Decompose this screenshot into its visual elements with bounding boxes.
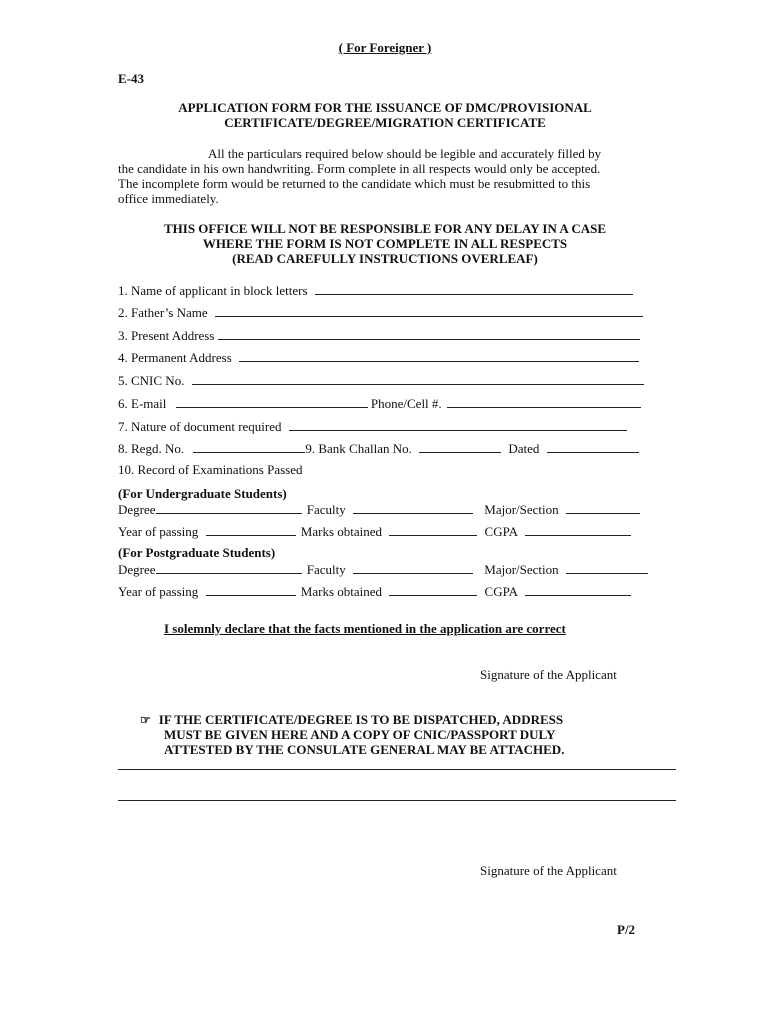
regd-no-input[interactable] bbox=[193, 440, 305, 453]
postgrad-faculty-input[interactable] bbox=[353, 561, 473, 574]
postgrad-row1 bbox=[118, 561, 648, 577]
undergrad-cgpa-input[interactable] bbox=[525, 523, 631, 536]
field-label: 7. Nature of document required bbox=[118, 419, 282, 434]
faculty-label: Faculty bbox=[306, 502, 346, 517]
field-nature-of-document bbox=[118, 418, 627, 434]
postgrad-cgpa-input[interactable] bbox=[525, 583, 631, 596]
marks-label: Marks obtained bbox=[300, 524, 383, 539]
major-label: Major/Section bbox=[484, 502, 559, 517]
field-record-of-exams bbox=[118, 462, 303, 478]
intro-line4: office immediately. bbox=[118, 191, 219, 206]
field-label: 5. CNIC No. bbox=[118, 373, 185, 388]
challan-label: 9. Bank Challan No. bbox=[305, 441, 412, 456]
warning-line1: THIS OFFICE WILL NOT BE RESPONSIBLE FOR ANY DELAY IN A CASE bbox=[163, 221, 606, 236]
declaration-text: I solemnly declare that the facts mentioned in the application are correct bbox=[164, 621, 566, 636]
applicant-signature-label: Signature of the Applicant bbox=[480, 667, 617, 682]
field-label: 1. Name of applicant in block letters bbox=[118, 283, 308, 298]
year-label: Year of passing bbox=[118, 524, 199, 539]
undergrad-year-input[interactable] bbox=[206, 523, 296, 536]
form-title-line1: APPLICATION FORM FOR THE ISSUANCE OF DMC/PROVISIONAL bbox=[178, 100, 592, 115]
undergrad-row1 bbox=[118, 501, 640, 517]
fathers-name-input[interactable] bbox=[215, 304, 643, 317]
page-number: P/2 bbox=[617, 922, 636, 937]
form-title-line2: CERTIFICATE/DEGREE/MIGRATION CERTIFICATE bbox=[224, 115, 546, 130]
field-present-address bbox=[118, 327, 640, 343]
undergrad-faculty-input[interactable] bbox=[353, 501, 473, 514]
postgrad-major-input[interactable] bbox=[566, 561, 648, 574]
field-label: 6. E-mail bbox=[118, 396, 167, 411]
postgrad-marks-input[interactable] bbox=[389, 583, 477, 596]
phone-input[interactable] bbox=[447, 395, 641, 408]
dispatch-address-line-1[interactable] bbox=[118, 769, 676, 770]
field-cnic bbox=[118, 372, 644, 388]
postgrad-degree-input[interactable] bbox=[156, 561, 302, 574]
postgrad-heading: (For Postgraduate Students) bbox=[118, 545, 276, 560]
intro-line3: The incomplete form would be returned to the candidate which must be resubmitted to this bbox=[118, 176, 591, 191]
undergrad-major-input[interactable] bbox=[566, 501, 640, 514]
field-label: 10. Record of Examinations Passed bbox=[118, 462, 303, 477]
postgrad-row2 bbox=[118, 583, 631, 599]
permanent-address-input[interactable] bbox=[239, 349, 639, 362]
major-label: Major/Section bbox=[484, 562, 559, 577]
dispatch-line2: MUST BE GIVEN HERE AND A COPY OF CNIC/PASSPORT DULY bbox=[164, 727, 556, 742]
dispatch-address-line-2[interactable] bbox=[118, 800, 676, 801]
field-regd-challan bbox=[118, 440, 639, 456]
dispatch-text-line1: IF THE CERTIFICATE/DEGREE IS TO BE DISPATCHED, ADDRESS bbox=[158, 712, 564, 727]
challan-no-input[interactable] bbox=[419, 440, 501, 453]
field-applicant-name bbox=[118, 282, 633, 298]
undergrad-marks-input[interactable] bbox=[389, 523, 477, 536]
dispatch-line1 bbox=[140, 712, 563, 728]
warning-line2: WHERE THE FORM IS NOT COMPLETE IN ALL RESPECTS bbox=[202, 236, 568, 251]
cnic-input[interactable] bbox=[192, 372, 644, 385]
field-label: 4. Permanent Address bbox=[118, 350, 232, 365]
phone-label: Phone/Cell #. bbox=[370, 396, 442, 411]
warning-line3: (READ CAREFULLY INSTRUCTIONS OVERLEAF) bbox=[232, 251, 538, 266]
form-code: E-43 bbox=[118, 71, 144, 86]
dated-input[interactable] bbox=[547, 440, 639, 453]
field-label: 2. Father’s Name bbox=[118, 305, 208, 320]
undergrad-row2 bbox=[118, 523, 631, 539]
nature-of-document-input[interactable] bbox=[289, 418, 627, 431]
degree-label: Degree bbox=[118, 562, 156, 577]
marks-label: Marks obtained bbox=[300, 584, 383, 599]
dispatch-line3: ATTESTED BY THE CONSULATE GENERAL MAY BE ATTACHED. bbox=[164, 742, 565, 757]
field-label: 8. Regd. No. bbox=[118, 441, 185, 456]
dated-label: Dated bbox=[508, 441, 540, 456]
field-label: 3. Present Address bbox=[118, 328, 215, 343]
degree-label: Degree bbox=[118, 502, 156, 517]
undergrad-degree-input[interactable] bbox=[156, 501, 302, 514]
email-input[interactable] bbox=[176, 395, 368, 408]
pointing-hand-icon: ☞ bbox=[140, 713, 151, 727]
intro-line2: the candidate in his own handwriting. Form complete in all respects would only be accepted. bbox=[118, 161, 601, 176]
applicant-name-input[interactable] bbox=[315, 282, 633, 295]
field-permanent-address bbox=[118, 349, 639, 365]
cgpa-label: CGPA bbox=[484, 524, 518, 539]
applicant-signature-label-2: Signature of the Applicant bbox=[480, 863, 617, 878]
postgrad-year-input[interactable] bbox=[206, 583, 296, 596]
for-foreigner-label: ( For Foreigner ) bbox=[338, 40, 432, 55]
faculty-label: Faculty bbox=[306, 562, 346, 577]
undergrad-heading: (For Undergraduate Students) bbox=[118, 486, 287, 501]
field-email-phone bbox=[118, 395, 641, 411]
field-fathers-name bbox=[118, 304, 643, 320]
cgpa-label: CGPA bbox=[484, 584, 518, 599]
year-label: Year of passing bbox=[118, 584, 199, 599]
intro-line1: All the particulars required below should be legible and accurately filled by bbox=[208, 146, 602, 161]
present-address-input[interactable] bbox=[218, 327, 640, 340]
